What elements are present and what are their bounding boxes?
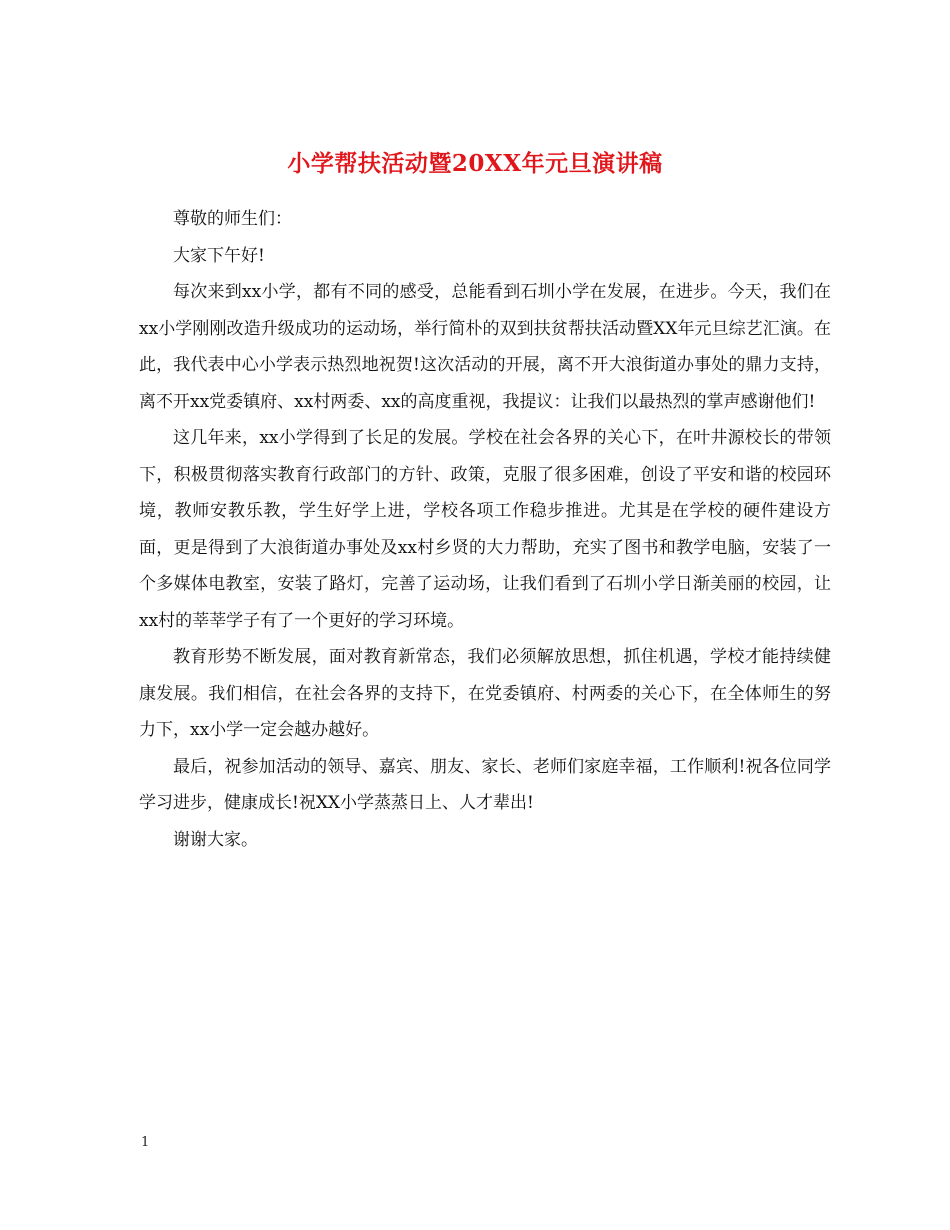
document-body <box>139 201 831 858</box>
closing: 谢谢大家。 <box>173 829 258 850</box>
paragraph: 最后，祝参加活动的领导、嘉宾、朋友、家长、老师们家庭幸福，工作顺利!祝各位同学学习进步，健康成长!祝XX小学蒸蒸日上、人才辈出! <box>139 756 831 813</box>
paragraph: 每次来到xx小学，都有不同的感受，总能看到石圳小学在发展，在进步。今天，我们在xx小学刚刚改造升级成功的运动场，举行简朴的双到扶贫帮扶活动暨XX年元旦综艺汇演。在此，我代表中心小学表示热烈地祝贺!这次活动的开展，离不开大浪街道办事处的鼎力支持，离不开xx党委镇府、xx村两委、xx的高度重视，我提议：让我们以最热烈的掌声感谢他们! <box>139 282 831 412</box>
paragraph: 教育形势不断发展，面对教育新常态，我们必须解放思想，抓住机遇，学校才能持续健康发展。我们相信，在社会各界的支持下，在党委镇府、村两委的关心下，在全体师生的努力下，xx小学一定会越办越好。 <box>139 647 831 740</box>
document-title: 小学帮扶活动暨20XX年元旦演讲稿 <box>287 150 663 178</box>
salutation: 尊敬的师生们： <box>173 209 292 229</box>
greeting: 大家下午好! <box>173 245 265 266</box>
page-number: 1 <box>141 1135 150 1150</box>
paragraph: 这几年来，xx小学得到了长足的发展。学校在社会各界的关心下，在叶井源校长的带领下，积极贯彻落实教育行政部门的方针、政策，克服了很多困难，创设了平安和谐的校园环境，教师安教乐教，学生好学上进，学校各项工作稳步推进。尤其是在学校的硬件建设方面，更是得到了大浪街道办事处及xx村乡贤的大力帮助，充实了图书和教学电脑，安装了一个多媒体电教室，安装了路灯，完善了运动场，让我们看到了石圳小学日渐美丽的校园，让xx村的莘莘学子有了一个更好的学习环境。 <box>139 428 831 631</box>
